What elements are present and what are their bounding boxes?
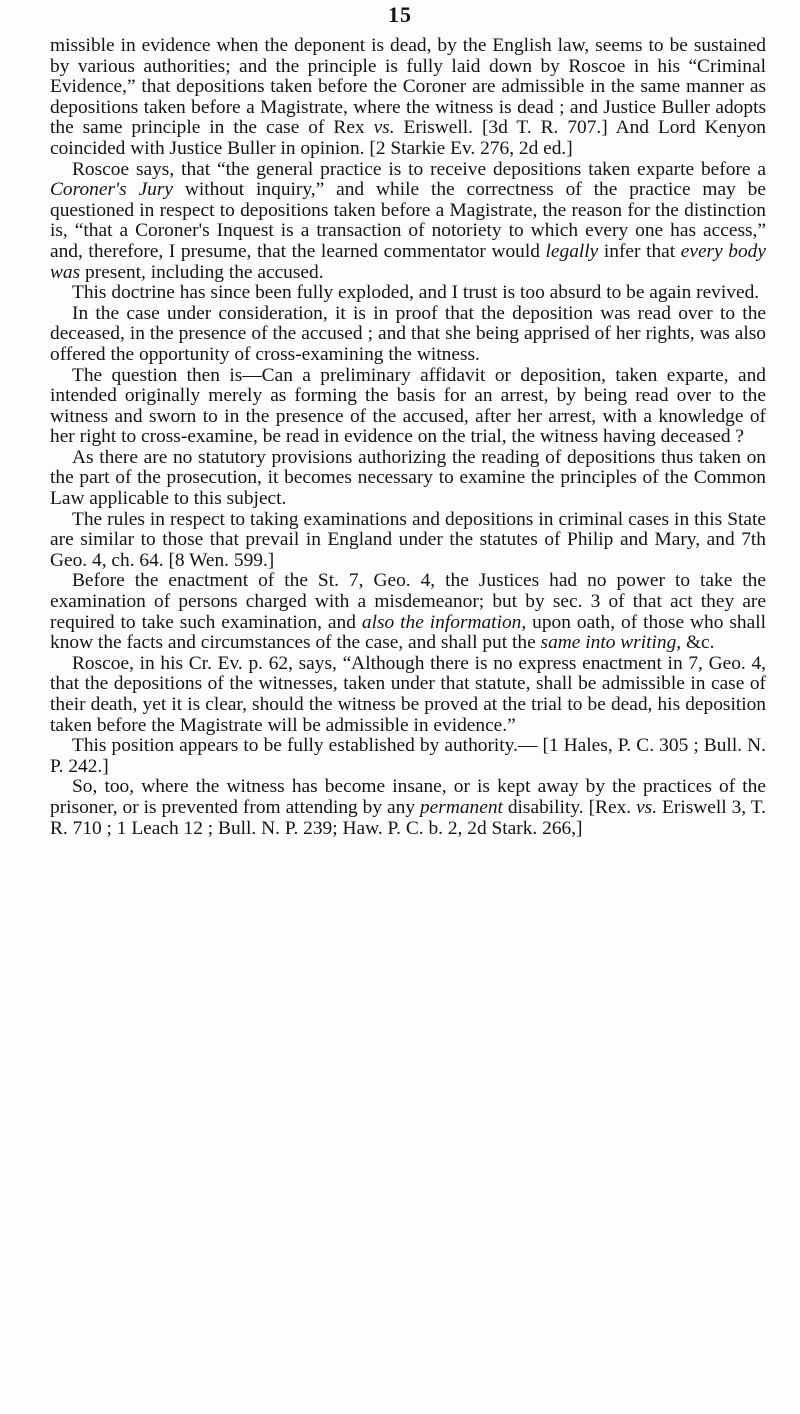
page-number: 15 (388, 2, 412, 27)
text-span: upon oath, of those who shall know the facts and circumstances of the case, and shall put the (50, 611, 766, 654)
paragraph (50, 283, 766, 304)
paragraph (50, 304, 766, 366)
text-span: missible in evidence when the deponent is dead, by the English law, seems to be sustained by various authorities; and the principle is fully laid down by Roscoe in his “Criminal Evidence,” that depositions taken before the Coroner are admissible in the same manner as depositions taken before a Magistrate, where the witness is dead ; and Justice Buller adopts the same principle in the case of Rex (50, 35, 766, 139)
italic-span: also the information, (361, 611, 527, 633)
text-span: In the case under consideration, it is in proof that the deposition was read over to the deceased, in the presence of the accused ; and that she being apprised of her rights, was also offered the opportunity of cross-examining the witness. (50, 302, 766, 365)
text-span: So, too, where the witness has become insane, or is kept away by the practices of the prisoner, or is prevented from attending by any (50, 776, 766, 818)
paragraph (50, 777, 766, 839)
italic-span: legally (545, 240, 599, 262)
paragraph (50, 160, 766, 284)
text-body (50, 36, 766, 839)
text-span: disability. [Rex. (502, 796, 637, 818)
text-span: Eriswell. [3d T. R. 707.] And Lord Kenyon coincided with Justice Buller in opinion. [2 Starkie Ev. 276, 2d ed.] (50, 117, 766, 159)
italic-span: vs. (636, 796, 658, 818)
text-span: Eriswell 3, T. R. 710 ; 1 Leach 12 ; Bull. N. P. 239; Haw. P. C. b. 2, 2d Stark. 266,] (50, 796, 766, 839)
paragraph (50, 366, 766, 448)
italic-span: permanent (419, 796, 503, 818)
text-span: This doctrine has since been fully exploded, and I trust is too absurd to be again revived. (72, 282, 760, 304)
italic-span: Coroner's Jury (50, 179, 174, 201)
text-span: Before the enactment of the St. 7, Geo. 4, the Justices had no power to take the examination of persons charged with a misdemeanor; but by sec. 3 of that act they are required to take such examination, and (50, 570, 766, 633)
italic-span: every body was (50, 240, 766, 283)
text-span: Roscoe says, that “the general practice is to receive depositions taken exparte before a (72, 158, 766, 180)
paragraph (50, 654, 766, 736)
text-span: The rules in respect to taking examinations and depositions in criminal cases in this State are similar to those that prevail in England under the statutes of Philip and Mary, and 7th Geo. 4, ch. 64. [8 Wen. 599.] (50, 508, 766, 571)
paragraph (50, 36, 766, 160)
text-span: without inquiry,” and while the correctness of the practice may be questioned in respect to depositions taken before a Magistrate, the reason for the distinction is, “that a Coroner's Inquest is a transaction of notoriety to which every one has access,” and, therefore, I presume, that the learned commentator would (50, 179, 766, 262)
text-span: present, including the accused. (80, 261, 324, 283)
italic-span: vs. (373, 117, 395, 139)
text-span: &c. (681, 632, 715, 654)
text-span: Roscoe, in his Cr. Ev. p. 62, says, “Although there is no express enactment in 7, Geo. 4, that the depositions of the witnesses, taken under that statute, shall be admissible in case of their death, yet it is clear, should the witness be proved at the trial to be dead, his deposition taken before the Magistrate will be admissible in evidence.” (50, 652, 766, 736)
text-span: infer that (598, 240, 681, 262)
text-span: The question then is—Can a preliminary affidavit or deposition, taken exparte, and intended originally merely as forming the basis for an arrest, by being read over to the witness and sworn to in the presence of the accused, after her arrest, with a knowledge of her right to cross-examine, be read in evidence on the trial, the witness having deceased ? (50, 364, 766, 448)
paragraph (50, 448, 766, 510)
paragraph (50, 736, 766, 777)
text-span: As there are no statutory provisions authorizing the reading of depositions thus taken on the part of the prosecution, it becomes necessary to examine the principles of the Common Law applicable to this subject. (50, 446, 766, 510)
text-span: This position appears to be fully established by authority.— [1 Hales, P. C. 305 ; Bull. N. P. 242.] (50, 735, 766, 777)
paragraph (50, 571, 766, 653)
italic-span: same into writing, (540, 632, 682, 654)
paragraph (50, 510, 766, 572)
